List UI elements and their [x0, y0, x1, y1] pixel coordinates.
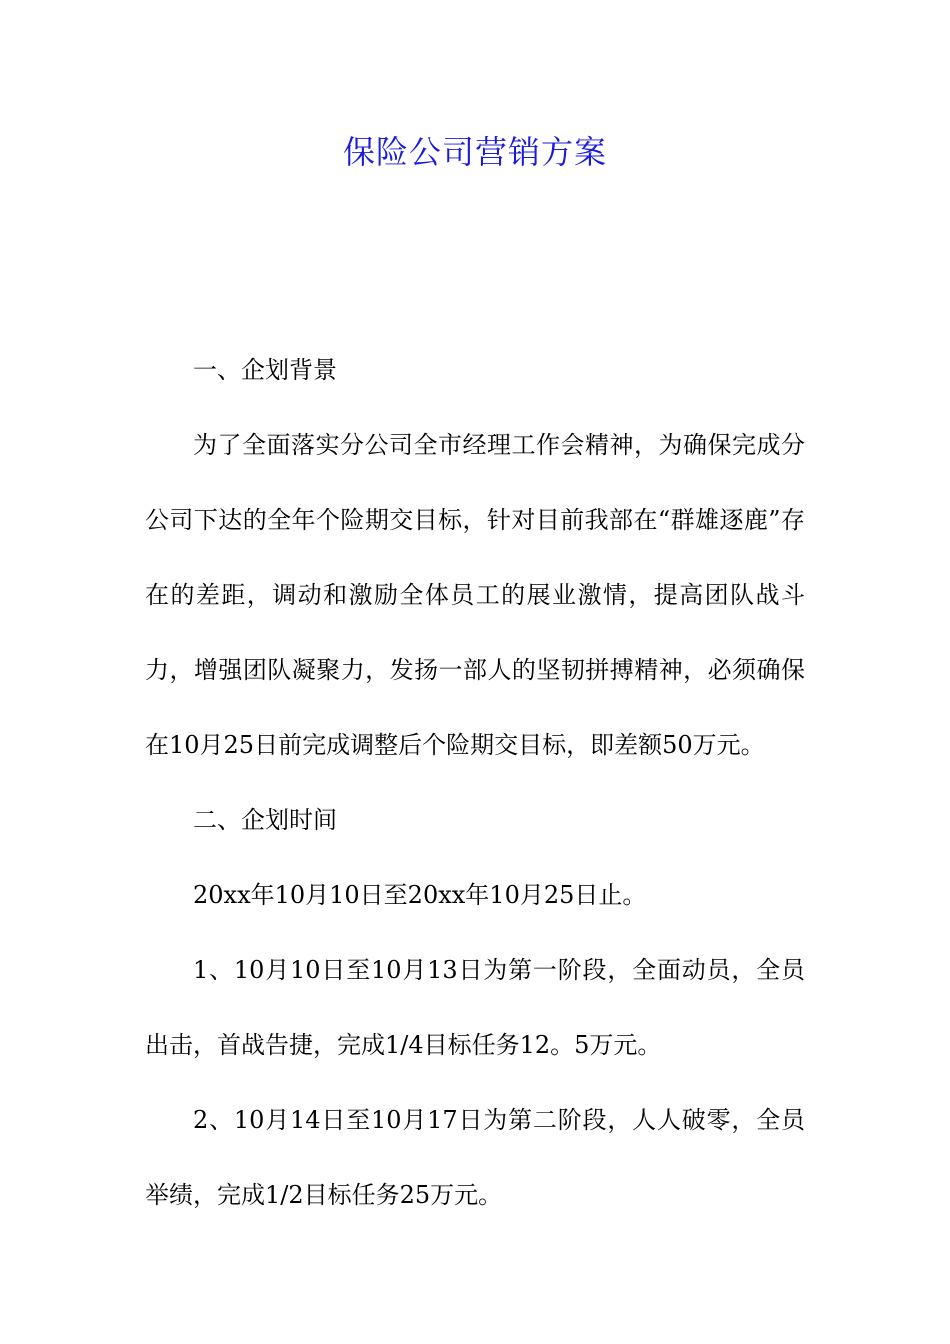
paragraph-background: 为了全面落实分公司全市经理工作会精神，为确保完成分公司下达的全年个险期交目标，针对目前我部在“群雄逐鹿”存在的差距，调动和激励全体员工的展业激情，提高团队战斗力，增强团队凝聚力，发扬一部人的坚韧拼搏精神，必须确保在10月25日前完成调整后个险期交目标，即差额50万元。 [145, 431, 805, 759]
section-heading-background: 一、企划背景 [193, 356, 337, 384]
paragraph-phase-2: 2、10月14日至10月17日为第二阶段，人人破零，全员举绩，完成1/2目标任务25万元。 [145, 1106, 805, 1209]
paragraph-time-range: 20xx年10月10日至20xx年10月25日止。 [193, 881, 647, 909]
document-title: 保险公司营销方案 [342, 133, 607, 171]
document-body [145, 333, 805, 1233]
paragraph-phase-1: 1、10月10日至10月13日为第一阶段，全面动员，全员出击，首战告捷，完成1/4目标任务12。5万元。 [145, 956, 805, 1059]
section-heading-time: 二、企划时间 [193, 806, 337, 834]
